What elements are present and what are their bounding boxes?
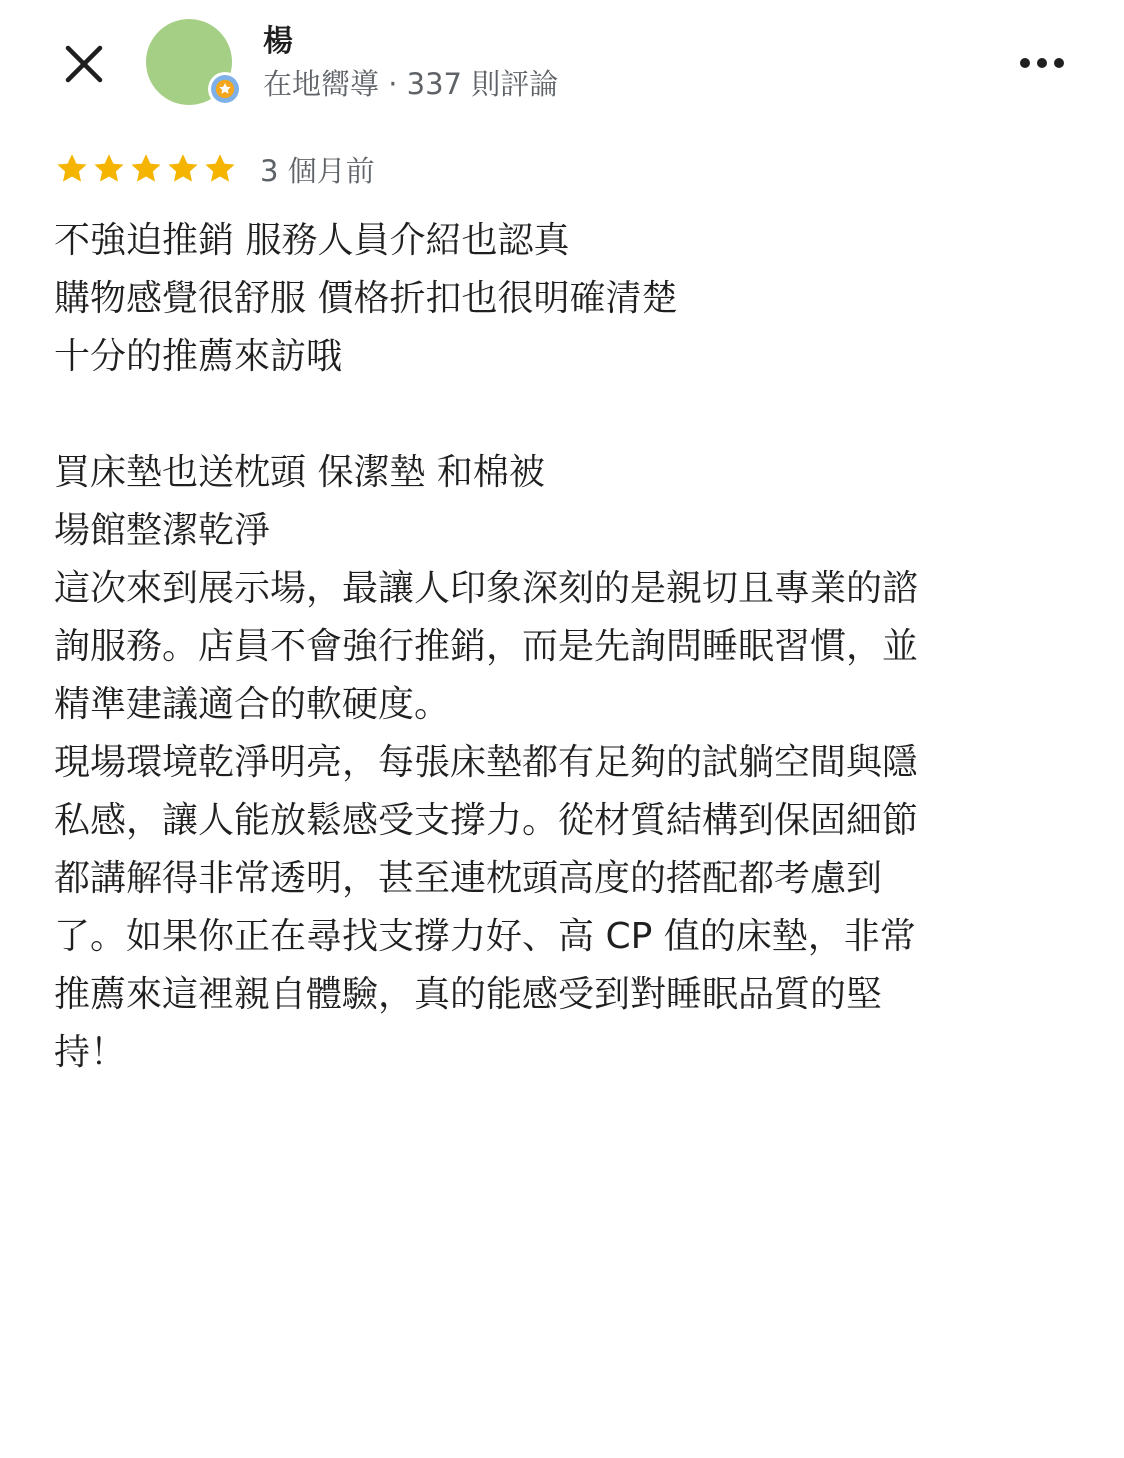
star-icon (54, 151, 90, 187)
review-line: 不強迫推銷 服務人員介紹也認真 (54, 220, 570, 261)
local-guide-star-icon (214, 78, 236, 100)
close-icon (64, 44, 104, 84)
star-rating (54, 151, 238, 187)
review-line: 購物感覺很舒服 價格折扣也很明確清楚 (54, 278, 678, 319)
review-line: 這次來到展示場，最讓人印象深刻的是親切且專業的諮 (54, 568, 919, 609)
star-icon (128, 151, 164, 187)
star-icon (202, 151, 238, 187)
review-time: 3 個月前 (260, 153, 375, 188)
review-line: 買床墊也送枕頭 保潔墊 和棉被 (54, 452, 545, 493)
review-line (54, 386, 1064, 444)
local-guide-badge (208, 72, 242, 106)
review-line: 了。如果你正在尋找支撐力好、高 CP 值的床墊，非常 (54, 916, 916, 957)
star-icon (165, 151, 201, 187)
review-line: 精準建議適合的軟硬度。 (54, 684, 451, 725)
review-header (0, 0, 1124, 130)
review-line: 現場環境乾淨明亮，每張床墊都有足夠的試躺空間與隱 (54, 742, 919, 783)
star-icon (91, 151, 127, 187)
reviewer-name[interactable]: 楊 (263, 24, 293, 59)
review-line: 場館整潔乾淨 (54, 510, 271, 551)
close-button[interactable] (58, 38, 110, 90)
review-line: 十分的推薦來訪哦 (54, 336, 343, 377)
review-line: 推薦來這裡親自體驗，真的能感受到對睡眠品質的堅 (54, 974, 883, 1015)
reviewer-meta: 在地嚮導 · 337 則評論 (263, 67, 559, 101)
review-line: 持！ (54, 1032, 127, 1073)
review-line: 都講解得非常透明，甚至連枕頭高度的搭配都考慮到 (54, 858, 883, 899)
rating-row (54, 148, 375, 190)
review-line: 私感，讓人能放鬆感受支撐力。從材質結構到保固細節 (54, 800, 919, 841)
more-horizontal-icon (1019, 57, 1065, 69)
more-options-button[interactable] (1012, 44, 1072, 82)
review-text (54, 212, 1064, 1082)
review-line: 詢服務。店員不會強行推銷，而是先詢問睡眠習慣，並 (54, 626, 919, 667)
